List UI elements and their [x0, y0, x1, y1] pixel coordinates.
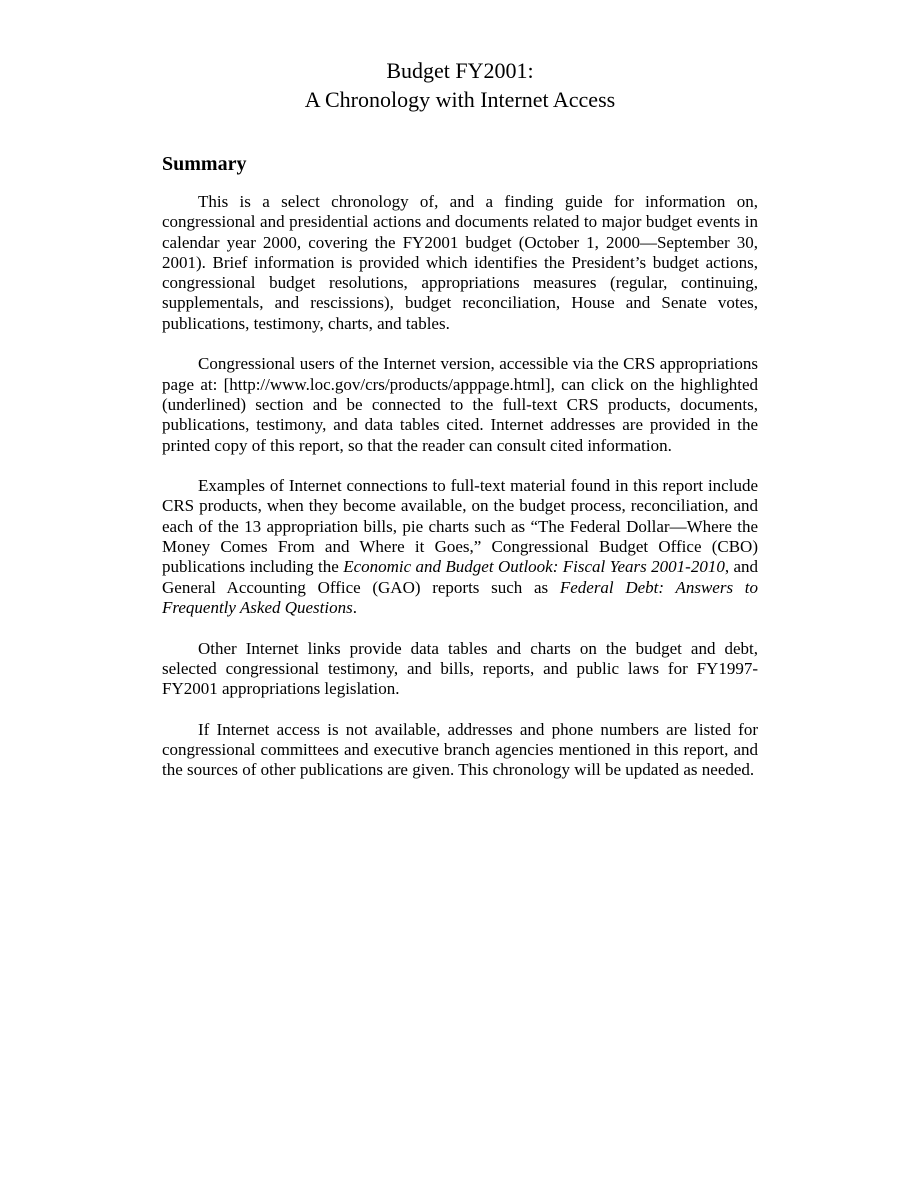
summary-paragraph-5: If Internet access is not available, addresses and phone numbers are listed for congressional committees and executive branch agencies mentioned in this report, and the sources of other publications are given. This chronology will be updated as needed.	[162, 719, 758, 780]
cbo-publication-title: Economic and Budget Outlook: Fiscal Years 2001-2010	[343, 557, 725, 577]
title-line-2: A Chronology with Internet Access	[304, 87, 616, 112]
summary-paragraph-1: This is a select chronology of, and a finding guide for information on, congressional and presidential actions and documents related to major budget events in calendar year 2000, covering the FY2001 budget (October 1, 2000—September 30, 2001). Brief information is provided which identifies the President’s budget actions, congressional budget resolutions, appropriations measures (regular, continuing, supplementals, and rescissions), budget reconciliation, House and Senate votes, publications, testimony, charts, and tables.	[162, 192, 758, 333]
title-line-1: Budget FY2001:	[386, 58, 534, 83]
document-page	[162, 56, 758, 801]
summary-paragraph-2: Congressional users of the Internet version, accessible via the CRS appropriations page at: [http://www.loc.gov/crs/products/apppage.html], can click on the highlighted (underlined) section and be connected to the full-text CRS products, documents, publications, testimony, and data tables cited. Internet addresses are provided in the printed copy of this report, so that the reader can consult cited information.	[162, 354, 758, 455]
paragraph-3-text-3: .	[352, 597, 357, 617]
paragraph-3-text-1: Examples of Internet connections to full-text material found in this report include CRS products, when they become available, on the budget process, reconciliation, and each of the 13 appropriation bills, pie charts such as “The Federal Dollar—Where the Money Comes From and Where it Goes,” Congressional Budget Office (CBO) publications including the	[162, 476, 758, 577]
document-title	[162, 56, 758, 114]
paragraph-3-text-2: , and General Accounting Office (GAO) reports such as	[162, 557, 758, 597]
section-heading-summary: Summary	[162, 153, 247, 175]
gao-report-title: Federal Debt: Answers to Frequently Asked Questions	[162, 577, 758, 617]
summary-paragraph-4: Other Internet links provide data tables and charts on the budget and debt, selected congressional testimony, and bills, reports, and public laws for FY1997-FY2001 appropriations legislation.	[162, 638, 758, 699]
summary-paragraph-3	[162, 476, 758, 618]
